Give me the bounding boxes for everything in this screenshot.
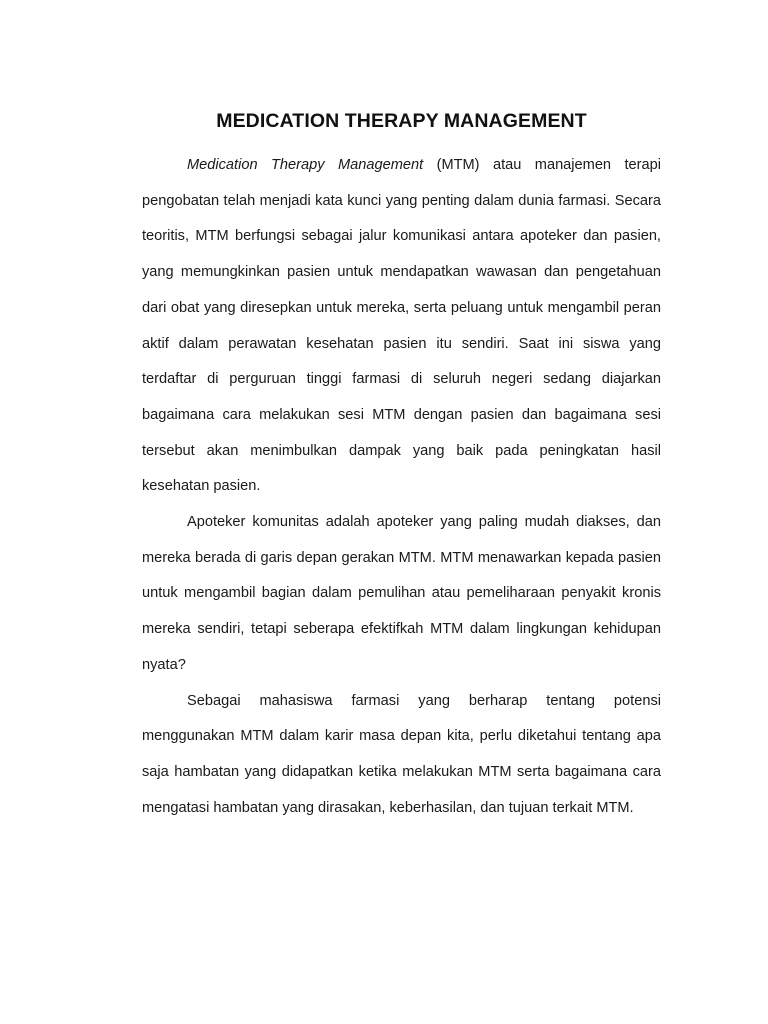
- paragraph-2: Apoteker komunitas adalah apoteker yang paling mudah diakses, dan mereka berada di garis depan gerakan MTM. MTM menawarkan kepada pasien untuk mengambil bagian dalam pemulihan atau pemeliharaan penyakit kronis mereka sendiri, tetapi seberapa efektifkah MTM dalam lingkungan kehidupan nyata?: [142, 514, 661, 673]
- paragraph-1-italic-lead: Medication Therapy Management: [187, 157, 424, 173]
- paragraph-1: [142, 148, 661, 505]
- document-title: MEDICATION THERAPY MANAGEMENT: [216, 110, 587, 132]
- paragraph-1-text: (MTM) atau manajemen terapi pengobatan telah menjadi kata kunci yang penting dalam dunia farmasi. Secara teoritis, MTM berfungsi sebagai jalur komunikasi antara apoteker dan pasien, yang memungkinkan pasien untuk mendapatkan wawasan dan pengetahuan dari obat yang diresepkan untuk mereka, serta peluang untuk mengambil peran aktif dalam perawatan kesehatan pasien itu sendiri. Saat ini siswa yang terdaftar di perguruan tinggi farmasi di seluruh negeri sedang diajarkan bagaimana cara melakukan sesi MTM dengan pasien dan bagaimana sesi tersebut akan menimbulkan dampak yang baik pada peningkatan hasil kesehatan pasien.: [142, 157, 661, 495]
- paragraph-3: Sebagai mahasiswa farmasi yang berharap tentang potensi menggunakan MTM dalam karir masa depan kita, perlu diketahui tentang apa saja hambatan yang didapatkan ketika melakukan MTM serta bagaimana cara mengatasi hambatan yang dirasakan, keberhasilan, dan tujuan terkait MTM.: [142, 692, 661, 816]
- document-body: [142, 148, 661, 826]
